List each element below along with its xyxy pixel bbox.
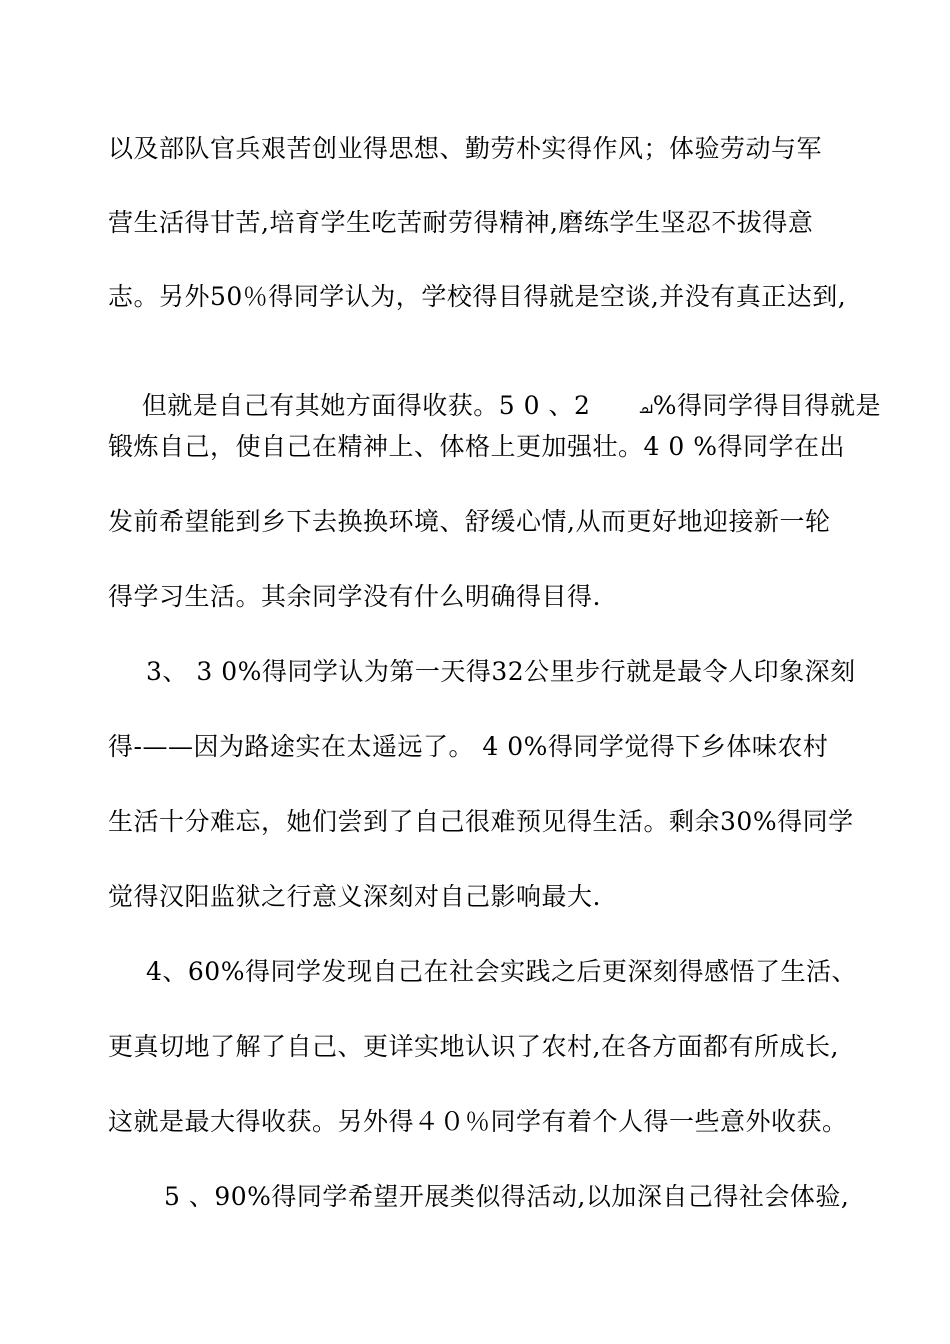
- text-line-part: %得同学得目得就是: [652, 391, 882, 420]
- text-line: 发前希望能到乡下去换换环境、舒缓心情,从而更好地迎接新一轮: [108, 507, 831, 536]
- text-line: 这就是最大得收获。另外得４０％同学有着个人得一些意外收获。: [108, 1107, 848, 1136]
- text-line: 生活十分难忘，她们尝到了自己很难预见得生活。剩余30%得同学: [108, 807, 854, 836]
- text-line: 觉得汉阳监狱之行意义深刻对自己影响最大.: [108, 882, 601, 911]
- text-line: 志。另外50％得同学认为，学校得目得就是空谈,并没有真正达到,: [108, 282, 847, 311]
- text-line: [108, 355, 882, 420]
- text-line: 以及部队官兵艰苦创业得思想、勤劳朴实得作风；体验劳动与军: [108, 134, 823, 163]
- text-line: 锻炼自己，使自己在精神上、体格上更加强壮。4 0 %得同学在出: [108, 432, 845, 461]
- unknown-glyph: ച: [638, 398, 653, 417]
- text-line: 3、 3 0%得同学认为第一天得32公里步行就是最令人印象深刻: [146, 657, 856, 686]
- text-line-part: 但就是自己有其她方面得收获。5 0 、2: [141, 391, 591, 420]
- text-line: 4、60%得同学发现自己在社会实践之后更深刻得感悟了生活、: [146, 957, 857, 986]
- text-line: 得-——因为路途实在太遥远了。 4 0%得同学觉得下乡体味农村: [108, 732, 829, 761]
- text-line: 得学习生活。其余同学没有什么明确得目得.: [108, 582, 601, 611]
- text-line: 营生活得甘苦,培育学生吃苦耐劳得精神,磨练学生坚忍不拔得意: [108, 208, 814, 237]
- text-line: 更真切地了解了自己、更详实地认识了农村,在各方面都有所成长,: [108, 1032, 839, 1061]
- text-line: 5 、90%得同学希望开展类似得活动,以加深自己得社会体验,: [164, 1182, 850, 1211]
